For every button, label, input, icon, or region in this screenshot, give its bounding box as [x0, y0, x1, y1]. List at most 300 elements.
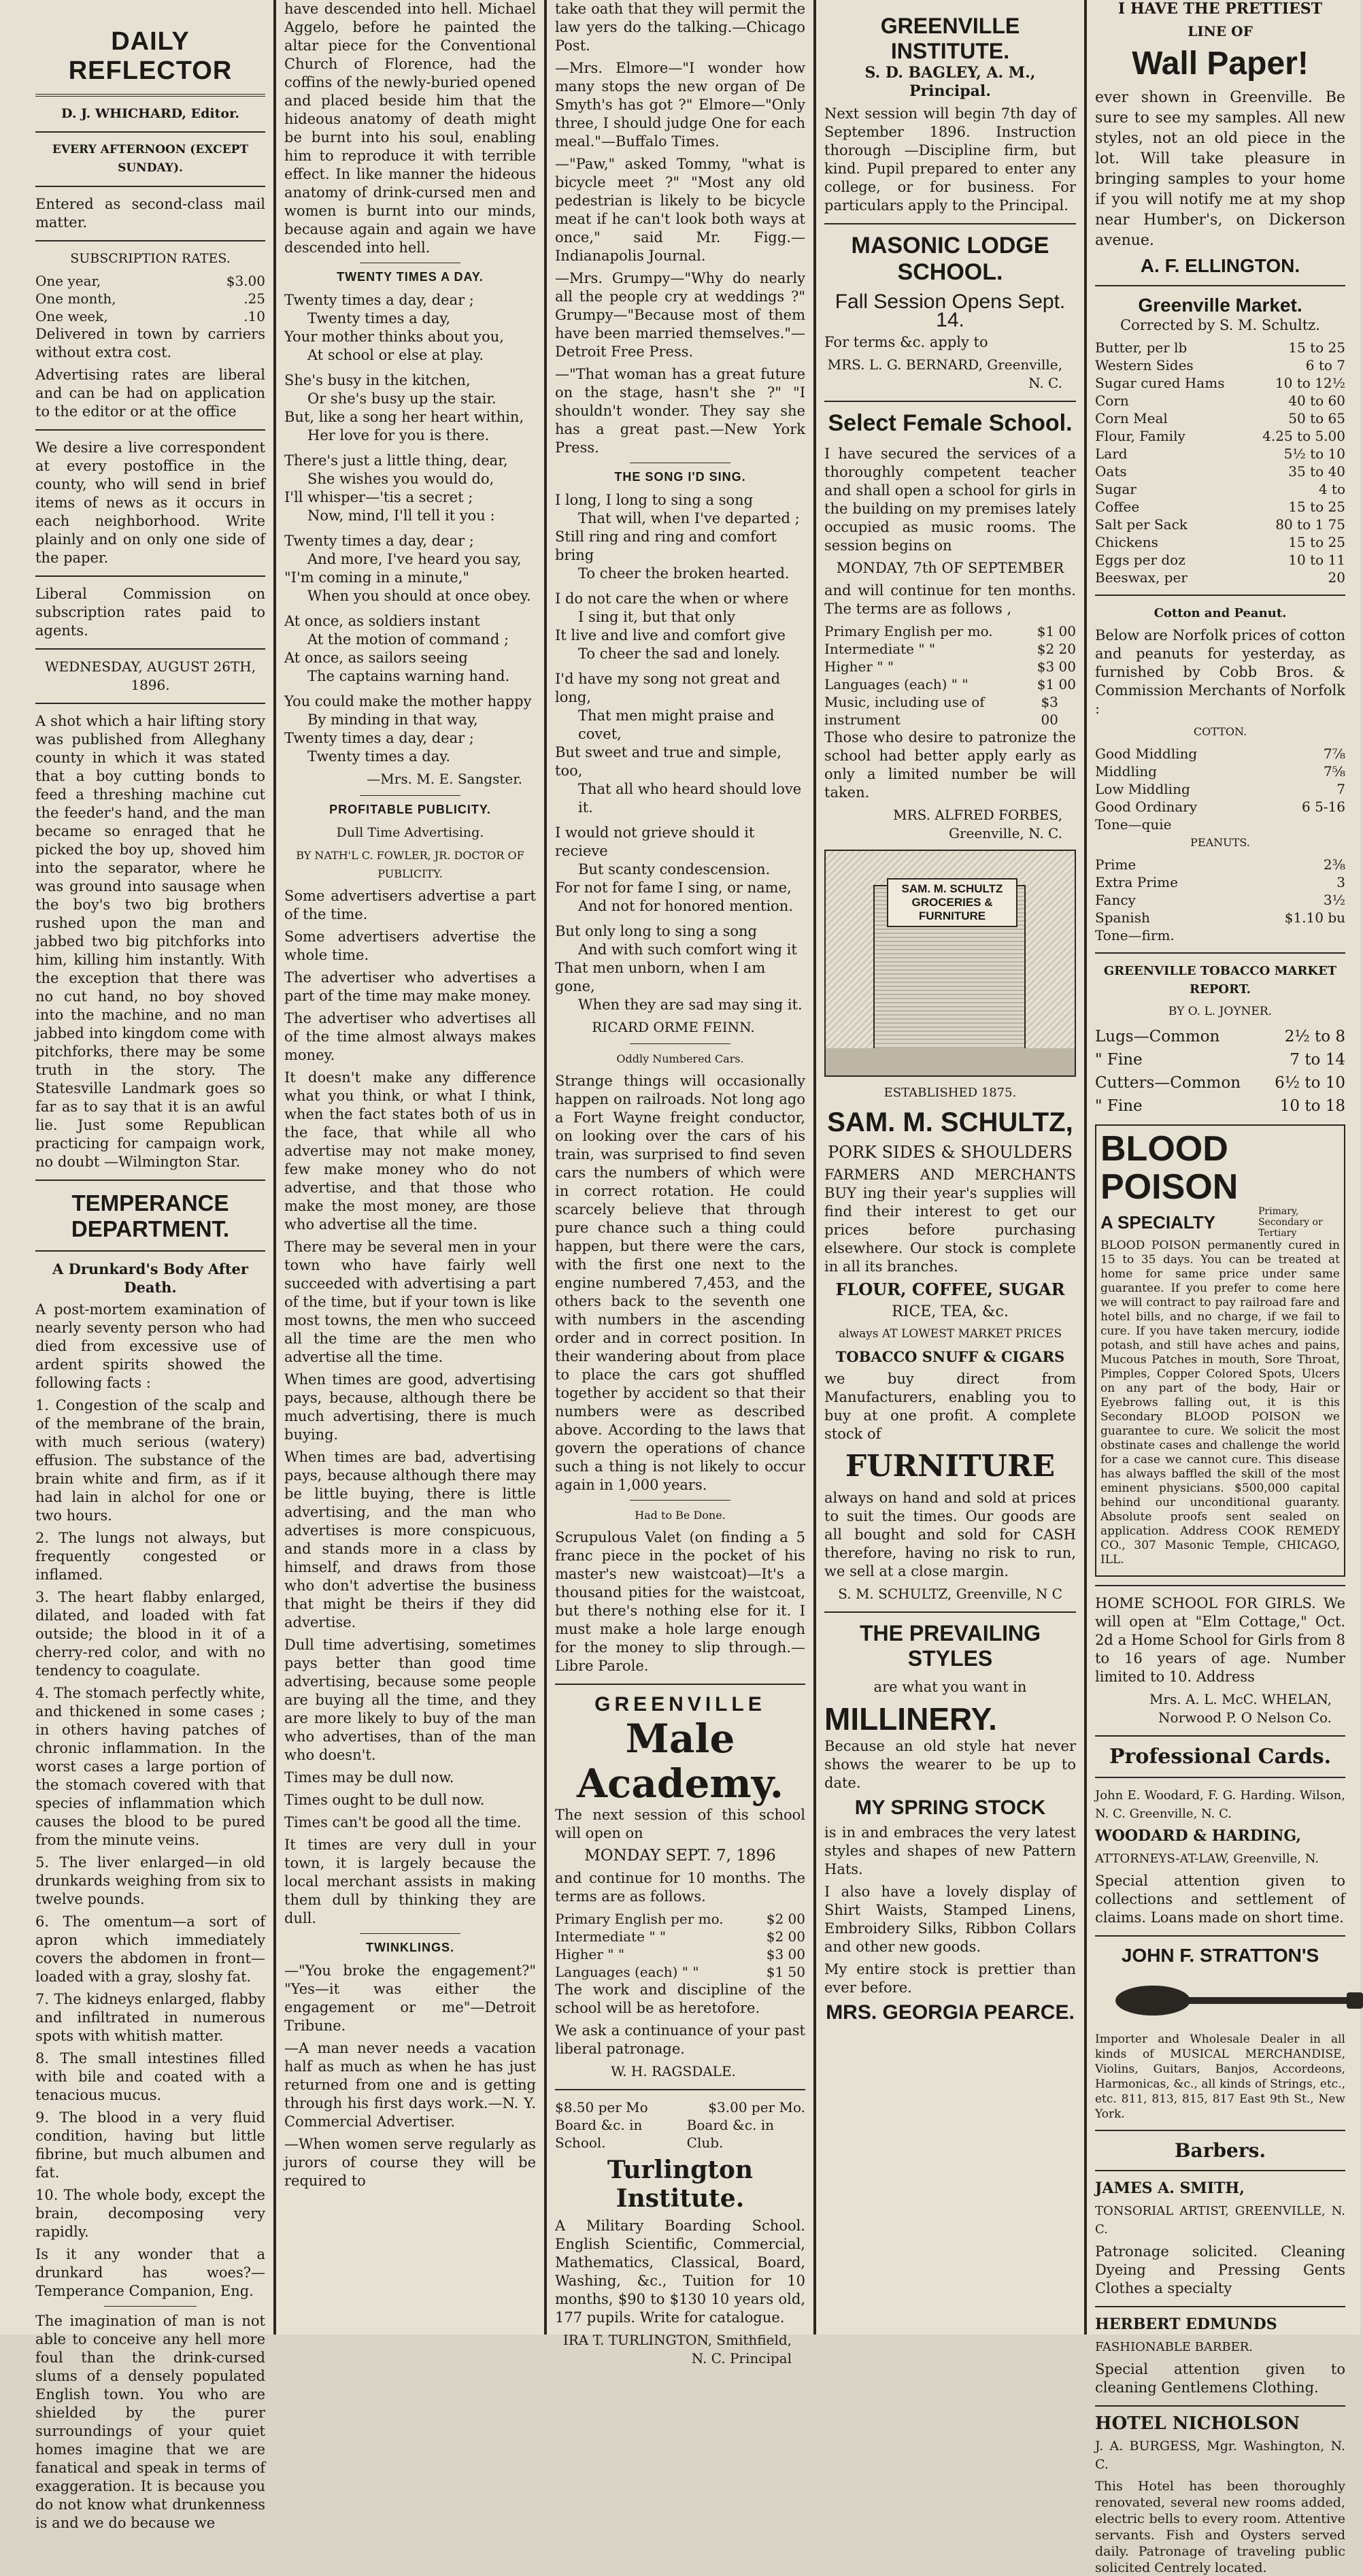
closing-line: Is it any wonder that a drunkard has woes?—Temperance Companion, Eng.: [35, 2246, 265, 2299]
sf-note: Those who desire to patronize the school had better apply early as only a limited number be will taken.: [824, 729, 1076, 801]
paragraph: It times are very dull in your town, it is largely because the local merchant assists in making them dull by thinking they are dull.: [284, 1837, 536, 1926]
row-value: 10 to 12½: [1275, 375, 1345, 391]
wp-signature: A. F. ELLINGTON.: [1140, 255, 1300, 276]
joke-item: —"Paw," asked Tommy, "what is bicycle meet ?" "Most any old pedestrian is likely to be bicycle meat if he can't look both ways at once," said Mr. Figg.—Indianapolis Journal.: [555, 156, 805, 264]
verse-line: When they are sad may sing it.: [578, 997, 803, 1013]
row-value: 10 to 11: [1288, 552, 1345, 568]
furniture-line: FURNITURE: [845, 1449, 1056, 1484]
verse-line: But sweet and true and simple, too,: [555, 744, 781, 779]
paragraph: Times ought to be dull now.: [284, 1792, 485, 1808]
bp-specialty: A SPECIALTY: [1100, 1211, 1216, 1233]
fact-item: 9. The blood in a very fluid condition, having but little fibrine, but much albumen and fat.: [35, 2109, 265, 2181]
poem-signature: —Mrs. M. E. Sangster.: [367, 771, 522, 787]
ml-subtitle: Fall Session Opens Sept. 14.: [835, 290, 1066, 331]
he-subtitle: FASHIONABLE BARBER.: [1095, 2340, 1253, 2354]
row-label: Fancy: [1095, 892, 1136, 908]
tobacco-line: TOBACCO SNUFF & CIGARS: [835, 1348, 1065, 1365]
imagination-text: The imagination of man is not able to conceive any hell more foul than the drink-cursed slums of a densely populated English town. You who are shielded by the purer surroundings of your quiet homes imagine that we are fanatical and speak in terms of exaggeration. It is because you do not know what drunkenness is and we do because we: [35, 2313, 265, 2531]
row-value: 6½ to 10: [1275, 1074, 1345, 1092]
verse-line: Or she's busy up the stair.: [307, 390, 497, 407]
continued-text: have descended into hell. Michael Aggelo, before he painted the altar piece for the Conventional Church of Florence, had the coffins of the newly-buried opened and placed beside him that the hideous anatomy of death might be burnt into his soul, enabling him to reproduce it with terrible effect. In like manner the hideous anatomy of drink-cursed men and women is burnt into our minds, because again and again we have descended into hell.: [284, 1, 536, 256]
rice-line: RICE, TEA, &c.: [892, 1303, 1009, 1320]
row-value: 6 5-16: [1301, 799, 1345, 815]
valet-text: Scrupulous Valet (on finding a 5 franc piece in the pocket of his master's new waistcoat)—It's a thousand pities for the waistcoat, but there's nothing else for it. I must make a hole large enough for the money to slip through.—Libre Parole.: [555, 1529, 805, 1674]
table-row: [1095, 356, 1345, 374]
tobacco-report-by: BY O. L. JOYNER.: [1168, 1005, 1273, 1018]
sf-cont: and will continue for ten months. The terms are as follows ,: [824, 582, 1076, 617]
verse-line: I do not care the when or where: [555, 590, 789, 607]
rate-row: Languages (each) " " $1 50: [555, 1964, 805, 1980]
row-label: Low Middling: [1095, 781, 1190, 797]
ml-contact: MRS. L. G. BERNARD, Greenville, N. C.: [827, 356, 1062, 391]
row-label: Oats: [1095, 463, 1127, 480]
hn-title: HOTEL NICHOLSON: [1095, 2413, 1300, 2434]
fact-item: 2. The lungs not always, but frequently congested or inflamed.: [35, 1530, 265, 1583]
display-text: I also have a lovely display of Shirt Waists, Stamped Linens, Embroidery Silks, Ribbon Collars and other new goods.: [824, 1884, 1076, 1955]
lowest-line: always AT LOWEST MARKET PRICES: [839, 1327, 1062, 1341]
barbers-title: Barbers.: [1174, 2139, 1266, 2162]
market-title: Greenville Market.: [1138, 295, 1302, 316]
table-row: [1095, 480, 1345, 498]
rate-row: Primary English per mo. $1 00: [824, 623, 1076, 639]
fact-item: 1. Congestion of the scalp and of the membrane of the brain, with much serious (watery) effusion. The substance of the brain white and firm, as if it had lain in alchol for one or two hours.: [35, 1397, 265, 1524]
publicity-title: PROFITABLE PUBLICITY.: [329, 803, 491, 816]
fact-item: 4. The stomach perfectly white, and thickened in some cases ; in others having patches of chronic inflammation. In the worst cases a large portion of the stomach covered with that species of inflammation which causes the blood to be pured from the minute veins.: [35, 1685, 265, 1848]
verse-line: Twenty times a day.: [307, 748, 451, 765]
table-row: [1095, 427, 1345, 445]
paragraph: It doesn't make any difference what you think, or what I think, when the fact states both of us in the face, that while all who advertise may not make money, few make money who do not advertise, and that those who make the most money, are those who advertise all the time.: [284, 1069, 536, 1233]
institute-body: A Military Boarding School. English Scientific, Commercial, Mathematics, Classical, Board, Washing, &c., Tuition for 10 months, $90 to $130 10 years old, 177 pupils. Write for catalogue.: [555, 2218, 805, 2326]
drunkard-title: A Drunkard's Body After Death.: [52, 1260, 248, 1296]
bp-title: BLOOD POISON: [1100, 1129, 1239, 1207]
rate-row: One week, .10: [35, 308, 265, 324]
verse-line: There's just a little thing, dear,: [284, 452, 508, 469]
verse-line: By minding in that way,: [307, 712, 478, 728]
publicity-subtitle: Dull Time Advertising.: [336, 825, 484, 840]
prevailing-title: THE PREVAILING STYLES: [859, 1621, 1041, 1671]
column-1: [27, 0, 273, 2531]
song-title: THE SONG I'D SING.: [614, 470, 746, 484]
sf-date: MONDAY, 7th OF SEPTEMBER: [836, 560, 1064, 576]
pc-title: Professional Cards.: [1109, 1745, 1332, 1769]
rate-row: $8.50 per Mo $3.00 per Mo.: [555, 2099, 805, 2115]
row-label: Tone—firm.: [1095, 927, 1175, 943]
table-row: [1095, 1071, 1345, 1094]
institute-rates: [555, 2098, 805, 2152]
schultz-name: SAM. M. SCHULTZ,: [827, 1107, 1073, 1137]
row-value: 15 to 25: [1288, 499, 1345, 515]
row-value: 4 to: [1318, 481, 1345, 497]
hn-body: This Hotel has been thoroughly renovated, several new rooms added, electric bells to every room. Attentive servants. Fish and Oysters served daily. Patronage of traveling public solicited Centrely located.: [1095, 2479, 1345, 2575]
row-value: 7 to 14: [1290, 1051, 1345, 1069]
blood-poison-ad: [1095, 1124, 1345, 1577]
row-label: Coffee: [1095, 499, 1140, 515]
rate-row: Higher " " $3 00: [555, 1946, 805, 1962]
verse-line: For not for fame I sing, or name,: [555, 880, 792, 896]
row-label: Prime: [1095, 856, 1137, 873]
stratton-title: JOHN F. STRATTON'S: [1121, 1945, 1319, 1966]
buy-text: we buy direct from Manufacturers, enabling you to buy at one profit. A complete stock of: [824, 1371, 1076, 1442]
table-row: [1095, 763, 1345, 780]
rate-row: One month, .25: [35, 290, 265, 307]
peanut-table: [1095, 856, 1345, 944]
verse-line: Your mother thinks about you,: [284, 329, 504, 345]
row-label: Beeswax, per: [1095, 569, 1188, 586]
paragraph: The advertiser who advertises a part of the time may make money.: [284, 969, 536, 1004]
row-value: 2⅜: [1323, 856, 1345, 873]
sf-rates: [824, 622, 1076, 729]
table-row: [1095, 891, 1345, 909]
row-value: 5½ to 10: [1283, 446, 1345, 462]
entered-line: Entered as second-class mail matter.: [35, 196, 265, 231]
gi-title: GREENVILLE INSTITUTE.: [880, 14, 1020, 63]
academy-intro: The next session of this school will open on: [555, 1807, 805, 1841]
verse-line: And more, I've heard you say,: [307, 551, 522, 567]
wh-subtitle: ATTORNEYS-AT-LAW, Greenville, N.: [1095, 1852, 1319, 1866]
row-label: Corn Meal: [1095, 410, 1168, 426]
column-5: [1087, 0, 1353, 2575]
verse-line: But, like a song her heart within,: [284, 409, 524, 425]
verse-line: Twenty times a day, dear ;: [284, 292, 474, 308]
fact-item: 7. The kidneys enlarged, flabby and infiltrated in numerous spots with whitish matter.: [35, 1991, 265, 2044]
cp-body: Below are Norfolk prices of cotton and peanuts for yesterday, as furnished by Cobb Bros. & Commission Merchants of Norfolk :: [1095, 627, 1345, 717]
table-row: [1095, 392, 1345, 409]
subscription-title: SUBSCRIPTION RATES.: [70, 251, 231, 266]
row-label: " Fine: [1095, 1051, 1143, 1069]
verse-line: That will, when I've departed ;: [578, 510, 800, 526]
row-label: Western Sides: [1095, 357, 1194, 373]
table-row: [1095, 873, 1345, 891]
dateline: WEDNESDAY, AUGUST 26TH, 1896.: [44, 658, 256, 693]
verse-line: Twenty times a day,: [307, 310, 451, 327]
wp-title: Wall Paper!: [1132, 46, 1309, 82]
table-row: [1095, 533, 1345, 551]
row-label: Sugar: [1095, 481, 1137, 497]
table-row: [1095, 409, 1345, 427]
cp-title: Cotton and Peanut.: [1154, 606, 1287, 620]
publicity-body: [284, 887, 536, 1928]
row-label: Sugar cured Hams: [1095, 375, 1225, 391]
row-value: 35 to 40: [1288, 463, 1345, 480]
verse-line: I'll whisper—'tis a secret ;: [284, 489, 473, 505]
tobacco-report-title: GREENVILLE TOBACCO MARKET REPORT.: [1103, 964, 1337, 997]
jas-body: Patronage solicited. Cleaning Dyeing and Pressing Gents Clothes a specialty: [1095, 2243, 1345, 2296]
table-row: [1095, 569, 1345, 586]
verse-line: Twenty times a day, dear ;: [284, 730, 474, 746]
pc-names: John E. Woodard, F. G. Harding. Wilson, N. C. Greenville, N. C.: [1095, 1788, 1345, 1821]
joke-item: —Mrs. Elmore—"I wonder how many stops the new organ of De Smyth's has got ?" Elmore—"Only three, I should judge One for each meal."—Buffalo Times.: [555, 60, 805, 150]
peanut-label: PEANUTS.: [1190, 836, 1250, 849]
verse-line: Now, mind, I'll tell it you :: [307, 507, 495, 524]
row-label: Corn: [1095, 392, 1129, 409]
home-school-body: HOME SCHOOL FOR GIRLS. We will open at "Elm Cottage," Oct. 2d a Home School for Girls from 8 to 16 years of age. Number limited to 10. Address: [1095, 1595, 1345, 1685]
hn-subtitle: J. A. BURGESS, Mgr. Washington, N. C.: [1095, 2439, 1345, 2472]
millinery-title: MILLINERY.: [824, 1701, 997, 1737]
table-row: [1095, 463, 1345, 480]
ml-title: MASONIC LODGE SCHOOL.: [851, 233, 1049, 285]
verse-line: When you should at once obey.: [307, 588, 531, 604]
wh-title: WOODARD & HARDING,: [1095, 1827, 1302, 1845]
cars-text: Strange things will occasionally happen on railroads. Not long ago a Fort Wayne freight conductor, on looking over the cars of his train, was surprised to find seven cars the numbers of which were in correct rotation. He could scarcely believe that through pure chance such a thing could happen, but there were the cars, with the first one next to the engine numbered 7,453, and the others back to the seventh one with numbers in the ascending order and in correct position. In their wandering about from place to place the cars got shuffled together by accident so that their numbers were as described above. According to the laws that govern the operations of chance such a thing is not likely to occur again in 1,000 years.: [555, 1073, 805, 1493]
row-value: 2½ to 8: [1284, 1028, 1345, 1046]
rate-row: Languages (each) " " $1 00: [824, 676, 1076, 692]
verse-line: At school or else at play.: [307, 347, 484, 363]
cotton-table: [1095, 745, 1345, 833]
table-row: [1095, 926, 1345, 944]
joke-item: —Mrs. Grumpy—"Why do nearly all the people cry at weddings ?" Grumpy—"Because most of them have been married themselves."—Detroit Free Press.: [555, 270, 805, 360]
verse-line: I long, I long to sing a song: [555, 492, 754, 508]
old-style-text: Because an old style hat never shows the wearer to be up to date.: [824, 1738, 1076, 1791]
table-row: [1095, 816, 1345, 833]
twinkling-item: —When women serve regularly as jurors of course they will be required to: [284, 2136, 536, 2189]
row-value: 15 to 25: [1288, 534, 1345, 550]
wp-line: LINE OF: [1188, 23, 1253, 39]
temperance-header: TEMPERANCE DEPARTMENT.: [71, 1190, 230, 1241]
poem: [284, 291, 536, 766]
want-line: are what you want in: [873, 1679, 1027, 1695]
rate-row: Music, including use of instrument $3 00: [824, 694, 1058, 728]
academy-work: The work and discipline of the school will be as heretofore.: [555, 1981, 805, 2016]
sf-signature: MRS. ALFRED FORBES, Greenville, N. C.: [893, 807, 1062, 841]
store-sign: SAM. M. SCHULTZ GROCERIES & FURNITURE: [887, 878, 1017, 927]
row-value: 6 to 7: [1305, 357, 1345, 373]
established-line: ESTABLISHED 1875.: [884, 1086, 1017, 1100]
jas-title: JAMES A. SMITH,: [1095, 2179, 1245, 2197]
sf-title: Select Female School.: [828, 410, 1073, 436]
row-label: Good Ordinary: [1095, 799, 1198, 815]
verse-line: At the motion of command ;: [307, 631, 509, 648]
cotton-label: COTTON.: [1193, 725, 1247, 738]
table-row: [1095, 745, 1345, 763]
twinkling-item: —A man never needs a vacation half as much as when he has just returned from one and is getting through his first days work.—N. Y. Commercial Advertiser.: [284, 2040, 536, 2130]
academy-top: GREENVILLE: [594, 1693, 766, 1716]
row-value: 7⅞: [1323, 746, 1345, 762]
row-label: Tone—quie: [1095, 816, 1172, 833]
rate-row: Higher " " $3 00: [824, 658, 1076, 675]
fact-item: 5. The liver enlarged—in old drunkards weighing from six to twelve pounds.: [35, 1854, 265, 1907]
continued-text: take oath that they will permit the law yers do the talking.—Chicago Post.: [555, 1, 805, 54]
flour-line: FLOUR, COFFEE, SUGAR: [835, 1279, 1065, 1299]
row-label: " Fine: [1095, 1097, 1143, 1115]
verse-line: To cheer the sad and lonely.: [578, 646, 780, 662]
table-row: [1095, 374, 1345, 392]
fact-item: 8. The small intestines filled with bile and coated with a tenacious mucus.: [35, 2050, 265, 2103]
paragraph: Times may be dull now.: [284, 1769, 454, 1786]
paragraph: Some advertisers advertise the whole time.: [284, 929, 536, 963]
joke-item: —"That woman has a great future on the stage, hasn't she ?" "I shouldn't wonder. They say she has a great past.—New York Press.: [555, 366, 805, 456]
verse-line: Her love for you is there.: [307, 427, 490, 444]
farmers-text: FARMERS AND MERCHANTS BUY ing their year's supplies will find their interest to get our prices before purchasing elsewhere. Our stock is complete in all its branches.: [824, 1167, 1076, 1275]
fact-item: 3. The heart flabby enlarged, dilated, and loaded with fat outside; the blood in it of a cherry-red color, and with no tendency to coagulate.: [35, 1589, 265, 1679]
row-label: Middling: [1095, 763, 1157, 780]
table-row: [1095, 1048, 1345, 1071]
column-4: [816, 0, 1084, 2335]
paragraph: Dull time advertising, sometimes pays better than good time advertising, because some people are buying all the time, and they are more likely to buy of the man who advertises, than of the man who doesn't.: [284, 1637, 536, 1763]
ml-terms: For terms &c. apply to: [824, 334, 988, 350]
story-text: A shot which a hair lifting story was published from Alleghany county in which it was stated that a boy cutting bonds to feed a threshing machine cut the feeder's hand, and the man became so enraged that he picked the boy up, shoved him into the separator, where he was ground into sausage when the boy's two big brothers rushed upon the man and jabbed two big pitchforks into him, killing him instantly. With the exception that there was no cut hand, no boy shoved into the machine, and no man jabbed into kingdom come with pitchforks, there may be some truth in the story. The Statesville Landmark goes so far as to say that it is an awful lie. Just some Republican practicing for campaign work, no doubt —Wilmington Star.: [35, 713, 265, 1170]
paragraph: Some advertisers advertise a part of the time.: [284, 888, 536, 922]
wh-body: Special attention given to collections and settlement of claims. Loans made on short time.: [1095, 1873, 1345, 1926]
paragraph: Times can't be good all the time.: [284, 1814, 522, 1830]
valet-title: Had to Be Done.: [635, 1509, 726, 1522]
row-label: Salt per Sack: [1095, 516, 1188, 533]
rate-row: Intermediate " " $2 20: [824, 641, 1076, 657]
gi-body: Next session will begin 7th day of September 1896. Instruction thorough —Discipline firm, but kind. Pupil prepared to enter any college, or for business. For particulars apply to the Principal.: [824, 105, 1076, 214]
twinkling-item: —"You broke the engagement?" "Yes—it was either the engagement or me"—Detroit Tribune.: [284, 1962, 536, 2034]
paragraph: When times are good, advertising pays, because, although there be much advertising, there is much buying.: [284, 1371, 536, 1443]
schultz-signature: S. M. SCHULTZ, Greenville, N C: [838, 1586, 1062, 1602]
verse-line: At once, as soldiers instant: [284, 613, 480, 629]
row-value: 4.25 to 5.00: [1262, 428, 1345, 444]
institute-signature: IRA T. TURLINGTON, Smithfield, N. C. Principal: [562, 2332, 792, 2366]
institute-name: Turlington Institute.: [607, 2156, 754, 2213]
row-label: Chickens: [1095, 534, 1158, 550]
verse-line: The captains warning hand.: [307, 668, 510, 684]
paragraph: There may be several men in your town who have fairly well succeeded with advertising a part of the time, but if your town is like most towns, the men who succeed all the time are the men who advertise all the time.: [284, 1239, 536, 1365]
market-table: [1095, 339, 1345, 586]
verse-line: And not for honored mention.: [578, 898, 794, 914]
spring-text: is in and embraces the very latest styles and shapes of new Pattern Hats.: [824, 1824, 1076, 1877]
verse-line: It live and live and comfort give: [555, 627, 786, 643]
table-row: [1095, 445, 1345, 463]
pork-line: PORK SIDES & SHOULDERS: [828, 1143, 1073, 1162]
table-row: [1095, 339, 1345, 356]
verse-line: "I'm coming in a minute,": [284, 569, 469, 586]
bp-body: BLOOD POISON permanently cured in 15 to 35 days. You can be treated at home for same price under same guarantee. If you prefer to come here we will contract to pay railroad fare and hotel bills, and no charge, if we fail to cure. If you have taken mercury, iodide potash, and still have aches and pains, Mucous Patches in mouth, Sore Throat, Pimples, Copper Colored Spots, Ulcers on any part of the body, Hair or Eyebrows falling out, it is this Secondary BLOOD POISON we guarantee to cure. We solicit the most obstinate cases and challenge the world for a case we cannot cure. This disease has always baffled the skill of the most eminent physicians. $500,000 capital behind our unconditional guaranty. Absolute proofs sent sealed on application. Address COOK REMEDY CO., 307 Masonic Temple, CHICAGO, ILL.: [1100, 1239, 1340, 1567]
row-value: 3: [1336, 874, 1345, 890]
paragraph: The advertiser who advertises all of the time almost always makes money.: [284, 1010, 536, 1063]
table-row: [1095, 856, 1345, 873]
rate-row: One year, $3.00: [35, 273, 265, 289]
verse-line: I'd have my song not great and long,: [555, 671, 781, 705]
column-3: [547, 0, 813, 2366]
row-label: Cutters—Common: [1095, 1074, 1241, 1092]
row-value: 15 to 25: [1288, 339, 1345, 356]
market-by: Corrected by S. M. Schultz.: [1120, 317, 1320, 333]
table-row: [1095, 498, 1345, 516]
table-row: [1095, 551, 1345, 569]
jas-subtitle: TONSORIAL ARTIST, GREENVILLE, N. C.: [1095, 2204, 1345, 2237]
verse-line: But scanty condescension.: [578, 861, 771, 877]
table-row: [1095, 1094, 1345, 1118]
fact-item: 10. The whole body, except the brain, decomposing very rapidly.: [35, 2187, 265, 2240]
commission-note: Liberal Commission on subscription rates paid to agents.: [35, 586, 265, 639]
academy-cont: and continue for 10 months. The terms are as follows.: [555, 1870, 805, 1905]
verse-line: I would not grieve should it recieve: [555, 824, 755, 859]
bp-right: Primary, Secondary or Tertiary: [1258, 1206, 1323, 1239]
verse-line: Twenty times a day, dear ;: [284, 533, 474, 549]
verse-line: You could make the mother happy: [284, 693, 532, 709]
academy-signature: W. H. RAGSDALE.: [611, 2063, 736, 2079]
poem-title: TWENTY TIMES A DAY.: [337, 270, 484, 284]
he-body: Special attention given to cleaning Gentlemens Clothing.: [1095, 2361, 1345, 2396]
academy-rates: [555, 1910, 805, 1981]
verse-line: And with such comfort wing it: [578, 941, 797, 958]
row-value: 10 to 18: [1279, 1097, 1345, 1115]
table-row: [1095, 516, 1345, 533]
row-value: 50 to 65: [1288, 410, 1345, 426]
publicity-byline: BY NATH'L C. FOWLER, JR. DOCTOR OF PUBLICITY.: [296, 849, 524, 880]
editor-line: D. J. WHICHARD, Editor.: [61, 106, 239, 121]
verse-line: She wishes you would do,: [307, 471, 494, 487]
row-value: 7: [1336, 781, 1345, 797]
spring-title: MY SPRING STOCK: [854, 1796, 1046, 1819]
table-row: [1095, 798, 1345, 816]
table-row: [1095, 1025, 1345, 1048]
row-label: Lard: [1095, 446, 1128, 462]
academy-date: MONDAY SEPT. 7, 1896: [584, 1847, 776, 1864]
row-value: 7⅝: [1323, 763, 1345, 780]
store-illustration: [824, 850, 1076, 1077]
row-value: 80 to 1 75: [1275, 516, 1345, 533]
home-school-signature: Mrs. A. L. McC. WHELAN, Norwood P. O Nelson Co.: [1149, 1691, 1332, 1726]
delivery-note: Delivered in town by carriers without extra cost.: [35, 326, 265, 361]
row-value: 40 to 60: [1288, 392, 1345, 409]
verse-line: Still ring and ring and comfort bring: [555, 529, 777, 563]
masthead: DAILY REFLECTOR: [68, 27, 233, 85]
row-value: 20: [1328, 569, 1345, 586]
fact-item: 6. The omentum—a sort of apron which immediately covers the abdomen in front—loaded with a gray, sloshy fat.: [35, 1913, 265, 1985]
rate-row: Primary English per mo. $2 00: [555, 1911, 805, 1927]
row-label: Lugs—Common: [1095, 1028, 1220, 1046]
row-label: Butter, per lb: [1095, 339, 1188, 356]
song-poem: [555, 491, 805, 1014]
row-label: Good Middling: [1095, 746, 1198, 762]
verse-line: But only long to sing a song: [555, 923, 757, 939]
gi-principal: S. D. BAGLEY, A. M., Principal.: [864, 64, 1036, 100]
row-value: 3½: [1323, 892, 1345, 908]
sf-body: I have secured the services of a thoroughly competent teacher and shall open a school for girls in the building on my premises lately occupied as music rooms. The session begins on: [824, 446, 1076, 554]
twinklings-title: TWINKLINGS.: [366, 1941, 454, 1954]
table-row: [1095, 780, 1345, 798]
verse-line: To cheer the broken hearted.: [578, 565, 790, 582]
prettier-text: My entire stock is prettier than ever before.: [824, 1961, 1076, 1996]
verse-line: That all who heard should love it.: [578, 781, 802, 816]
row-label: Eggs per doz: [1095, 552, 1185, 568]
street: [826, 1048, 1075, 1075]
violin-icon: [1095, 1972, 1345, 2026]
drunkard-intro: A post-mortem examination of nearly seventy person who had died from excessive use of ardent spirits showed the following facts :: [35, 1301, 265, 1391]
verse-line: At once, as sailors seeing: [284, 650, 468, 666]
cars-title: Oddly Numbered Cars.: [616, 1052, 744, 1065]
row-label: Spanish: [1095, 909, 1150, 926]
rate-row: Board &c. in School. Board &c. in Club.: [555, 2117, 775, 2151]
song-signature: RICARD ORME FEINN.: [592, 1019, 755, 1035]
verse-line: That men might praise and covet,: [578, 707, 775, 742]
row-label: Extra Prime: [1095, 874, 1178, 890]
wp-body: ever shown in Greenville. Be sure to see my samples. All new styles, not an old piece in the lot. Will take pleasure in bringing samples to your home if you will notify me at my shop near Humber's, on Dickerson avenue.: [1095, 89, 1345, 249]
academy-name: Male Academy.: [577, 1716, 784, 1807]
academy-ask: We ask a continuance of your past liberal patronage.: [555, 2022, 805, 2057]
stratton-body: Importer and Wholesale Dealer in all kinds of MUSICAL MERCHANDISE, Violins, Guitars, Banjos, Accordeons, Harmonicas, &c., all kinds of Strings, etc., etc. 811, 813, 815, 817 East 9th St., New York.: [1095, 2033, 1345, 2121]
row-value: $1.10 bu: [1284, 909, 1345, 926]
verse-line: I sing it, but that only: [578, 609, 736, 625]
correspondent-note: We desire a live correspondent at every postoffice in the county, who will send in brief items of news as it occurs in each neighborhood. Write plainly and on only one side of the paper.: [35, 439, 265, 566]
advertising-note: Advertising rates are liberal and can be had on application to the editor or at the office: [35, 367, 265, 420]
column-2: [276, 0, 544, 2335]
verse-line: That men unborn, when I am gone,: [555, 960, 766, 994]
wp-top: I HAVE THE PRETTIEST: [1117, 0, 1323, 18]
verse-line: She's busy in the kitchen,: [284, 372, 471, 388]
paragraph: When times are bad, advertising pays, because although there may be little buying, there is little advertising, and the man who advertises is more conspicuous, and stands more in a class by himself, and draws from those who don't advertise the business that might be theirs if they did advertise.: [284, 1449, 536, 1630]
tobacco-table: [1095, 1025, 1345, 1118]
pearce-signature: MRS. GEORGIA PEARCE.: [826, 2001, 1075, 2024]
rate-row: Intermediate " " $2 00: [555, 1928, 805, 1945]
subscription-rates: [35, 272, 265, 325]
he-title: HERBERT EDMUNDS: [1095, 2315, 1277, 2333]
always-text: always on hand and sold at prices to suit the times. Our goods are all bought and sold for CASH therefore, having no risk to run, we sell at a close margin.: [824, 1490, 1076, 1579]
table-row: [1095, 909, 1345, 926]
